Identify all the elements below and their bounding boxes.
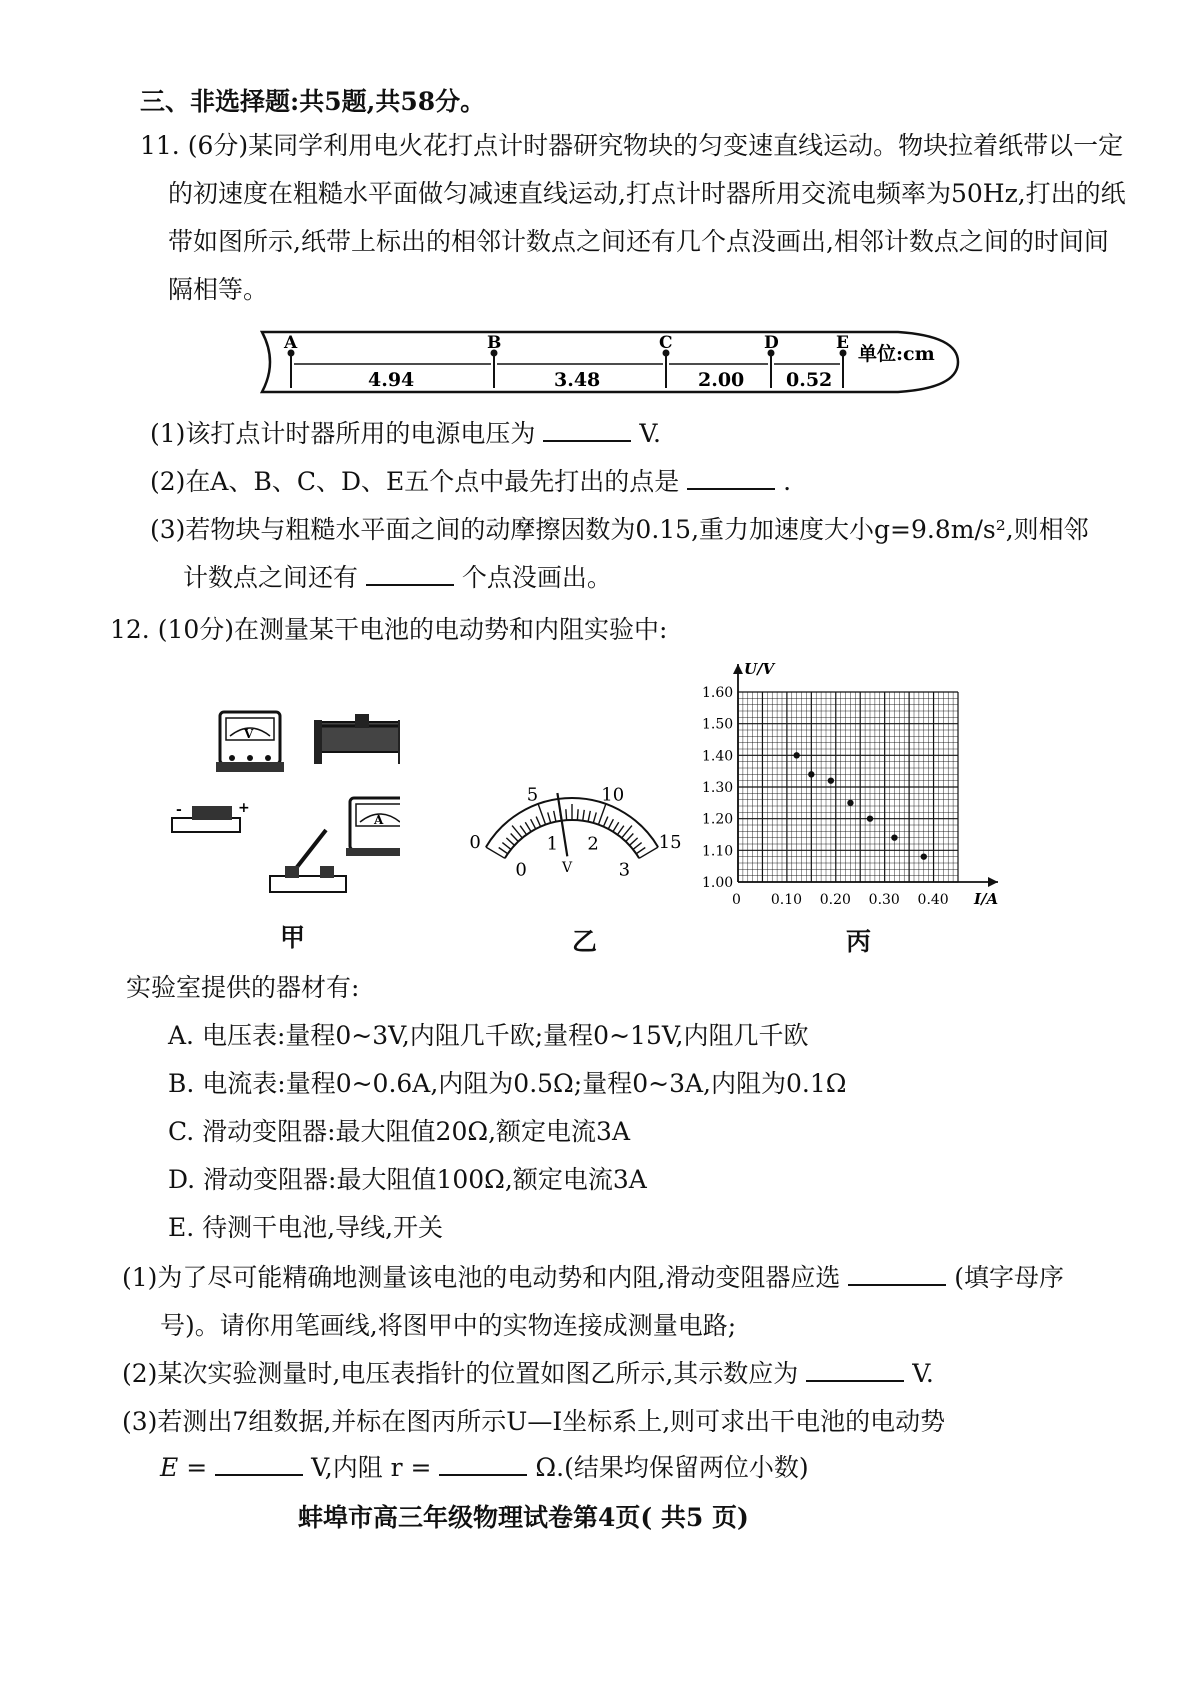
dial-tick xyxy=(499,848,508,854)
q12-sub2: (2)某次实验测量时,电压表指针的位置如图乙所示,其示数应为 V. xyxy=(122,1359,934,1388)
dial-tick xyxy=(593,812,596,823)
ui-x-tick-label: 0.30 xyxy=(868,892,900,908)
dial-tick xyxy=(520,826,526,835)
ammeter-icon xyxy=(346,798,400,856)
tape-distance-cd: 2.00 xyxy=(698,369,745,391)
dial-tick xyxy=(630,838,638,845)
q12-sub1-line1: (1)为了尽可能精确地测量该电池的电动势和内阻,滑动变阻器应选 (填字母序 xyxy=(122,1263,1065,1292)
dial-lower-scale-label: 3 xyxy=(618,859,631,878)
q11-text-line1: 11. (6分)某同学利用电火花打点计时器研究物块的匀变速直线运动。物块拉着纸带以一定 xyxy=(140,131,1124,160)
dial-tick xyxy=(506,838,514,845)
q12-intro: 12. (10分)在测量某干电池的电动势和内阻实验中: xyxy=(110,615,668,644)
ui-data-point xyxy=(808,771,814,777)
dial-tick xyxy=(536,817,540,827)
ui-y-tick-label: 1.60 xyxy=(702,685,734,701)
ui-grid xyxy=(738,692,958,882)
q11-sub1-answer-blank[interactable] xyxy=(543,418,631,442)
dial-upper-scale-label: 10 xyxy=(601,784,625,806)
ui-x-arrow xyxy=(988,877,998,887)
dial-tick xyxy=(577,809,578,820)
tape-label-a: A xyxy=(284,333,298,353)
svg-text:V: V xyxy=(244,727,254,741)
q11-sub1: (1)该打点计时器所用的电源电压为 V. xyxy=(150,419,661,448)
dial-tick xyxy=(548,812,551,823)
dial-tick xyxy=(617,826,623,835)
equipment-item-a: A. 电压表:量程0~3V,内阻几千欧;量程0~15V,内阻几千欧 xyxy=(168,1021,809,1050)
figure-label-bing: 丙 xyxy=(846,927,872,956)
q12-emf-answer-blank[interactable] xyxy=(215,1452,303,1476)
ui-data-point xyxy=(867,815,873,821)
ui-y-tick-label: 1.00 xyxy=(702,875,734,891)
q11-sub2: (2)在A、B、C、D、E五个点中最先打出的点是 . xyxy=(150,467,792,496)
figure-ui-graph xyxy=(702,652,1002,914)
ui-data-point xyxy=(847,800,853,806)
paper-tape-outline xyxy=(262,332,958,392)
q12-sub1-answer-blank[interactable] xyxy=(848,1262,946,1286)
ui-data-point xyxy=(921,853,927,859)
q12-resistance-answer-blank[interactable] xyxy=(439,1452,527,1476)
q12-sub3-line2: E = V,内阻 r = Ω.(结果均保留两位小数) xyxy=(160,1453,809,1482)
ui-x-tick-label: 0.20 xyxy=(819,892,851,908)
q11-text-line4: 隔相等。 xyxy=(168,275,269,304)
dial-tick xyxy=(525,822,531,831)
ui-y-tick-label: 1.10 xyxy=(702,843,734,860)
paper-tape-figure xyxy=(258,326,968,398)
dial-tick xyxy=(603,817,607,827)
ui-y-tick-label: 1.50 xyxy=(702,716,734,733)
dial-tick xyxy=(554,811,556,822)
dial-tick xyxy=(502,843,511,850)
figure-apparatus xyxy=(160,700,400,900)
dial-needle xyxy=(557,793,567,856)
dial-tick xyxy=(531,819,536,829)
ui-data-point xyxy=(891,834,897,840)
ui-y-tick-label: 1.30 xyxy=(702,780,734,796)
battery-icon xyxy=(172,800,250,832)
dial-tick xyxy=(633,843,642,850)
dial-upper-scale-label: 0 xyxy=(469,832,481,854)
voltmeter-icon xyxy=(216,712,284,772)
q12-sub2-answer-blank[interactable] xyxy=(806,1358,904,1382)
equipment-item-b: B. 电流表:量程0~0.6A,内阻为0.5Ω;量程0~3A,内阻为0.1Ω xyxy=(168,1069,847,1098)
dial-tick xyxy=(538,804,545,825)
svg-text:A: A xyxy=(374,813,384,827)
page-footer: 蚌埠市高三年级物理试卷第4页( 共5 页) xyxy=(298,1503,749,1532)
tape-label-d: D xyxy=(764,333,779,353)
ui-data-point xyxy=(793,752,799,758)
tape-label-e: E xyxy=(836,333,849,353)
equipment-item-d: D. 滑动变阻器:最大阻值100Ω,额定电流3A xyxy=(168,1165,647,1194)
ui-x-tick-label: 0.10 xyxy=(770,892,803,908)
section-header: 三、非选择题:共5题,共58分。 xyxy=(140,87,486,116)
q12-sub1-line2: 号)。请你用笔画线,将图甲中的实物连接成测量电路; xyxy=(160,1311,737,1340)
svg-text:+: + xyxy=(238,800,250,816)
dial-tick xyxy=(583,810,585,821)
dial-tick xyxy=(608,819,613,829)
dial-lower-scale-label: 1 xyxy=(546,833,559,855)
q11-sub3-line1: (3)若物块与粗糙水平面之间的动摩擦因数为0.15,重力加速度大小g=9.8m/s²,则相邻 xyxy=(150,515,1089,544)
ui-y-tick-label: 1.20 xyxy=(702,811,734,828)
equipment-item-c: C. 滑动变阻器:最大阻值20Ω,额定电流3A xyxy=(168,1117,631,1146)
dial-inner-arc xyxy=(505,820,639,858)
dial-lower-scale-label: 0 xyxy=(515,859,527,878)
equipment-item-e: E. 待测干电池,导线,开关 xyxy=(168,1213,444,1242)
ui-x-tick-label: 0 xyxy=(732,892,741,908)
q11-sub3-answer-blank[interactable] xyxy=(366,562,454,586)
dial-tick xyxy=(486,847,505,858)
tape-distance-bc: 3.48 xyxy=(554,369,601,391)
figure-voltmeter-dial xyxy=(462,768,682,878)
equipment-heading: 实验室提供的器材有: xyxy=(126,973,360,1002)
dial-tick xyxy=(598,804,605,825)
dial-upper-scale-label: 15 xyxy=(658,832,682,854)
tape-distance-de: 0.52 xyxy=(786,369,833,391)
dial-unit-label: V xyxy=(562,860,573,876)
dial-tick xyxy=(613,822,619,831)
tape-label-c: C xyxy=(659,333,673,353)
svg-text:-: - xyxy=(176,802,182,818)
switch-icon xyxy=(270,830,346,892)
tape-distance-ab: 4.94 xyxy=(368,369,415,391)
figure-label-yi: 乙 xyxy=(572,927,598,956)
rheostat-icon xyxy=(314,714,400,764)
q11-text-line2: 的初速度在粗糙水平面做匀减速直线运动,打点计时器所用交流电频率为50Hz,打出的纸 xyxy=(168,179,1126,208)
ui-y-arrow xyxy=(733,664,743,674)
dial-tick xyxy=(511,834,519,842)
dial-upper-scale-label: 5 xyxy=(526,784,539,806)
dial-tick xyxy=(636,848,645,854)
dial-tick xyxy=(566,809,567,820)
dial-tick xyxy=(588,811,590,822)
tape-unit: 单位:cm xyxy=(858,343,935,365)
ui-x-tick-label: 0.40 xyxy=(917,892,949,908)
q12-sub3-line1: (3)若测出7组数据,并标在图丙所示U—I坐标系上,则可求出干电池的电动势 xyxy=(122,1407,946,1436)
ui-x-axis-label: I/A xyxy=(974,890,999,908)
dial-tick xyxy=(626,834,634,842)
q11-sub2-answer-blank[interactable] xyxy=(687,466,775,490)
ui-data-point xyxy=(828,777,834,783)
dial-lower-scale-label: 2 xyxy=(587,833,599,855)
q11-text-line3: 带如图所示,纸带上标出的相邻计数点之间还有几个点没画出,相邻计数点之间的时间间 xyxy=(168,227,1109,256)
tape-label-b: B xyxy=(487,333,502,353)
q11-sub3-line2: 计数点之间还有 个点没画出。 xyxy=(183,563,612,592)
ui-y-axis-label: U/V xyxy=(744,660,775,678)
figure-label-jia: 甲 xyxy=(280,923,306,952)
ui-y-tick-label: 1.40 xyxy=(702,748,734,765)
dial-tick xyxy=(639,847,658,858)
